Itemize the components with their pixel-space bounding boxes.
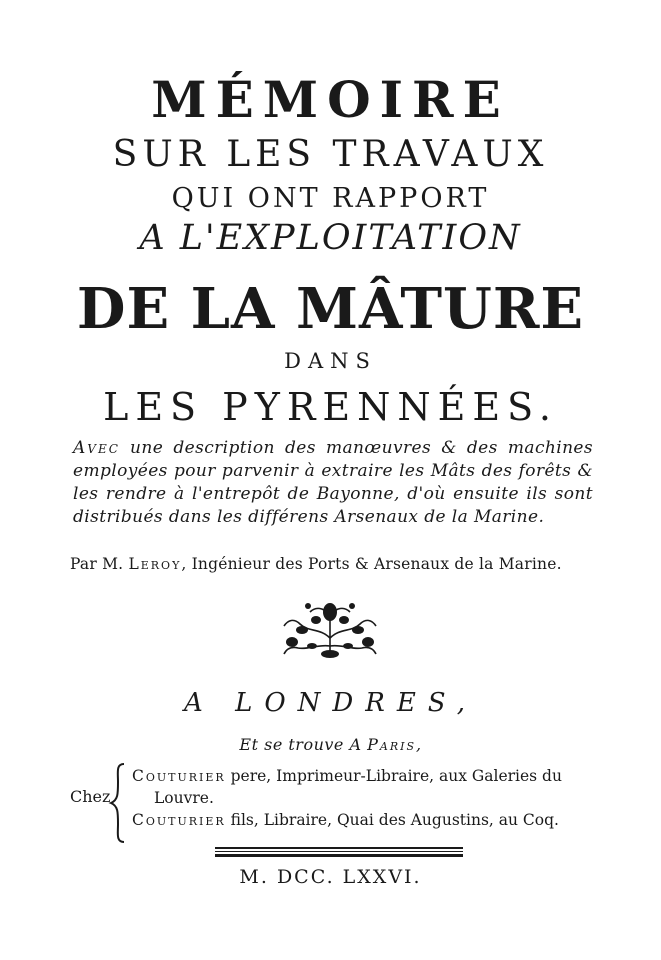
title-line-qui-ont-rapport: QUI ONT RAPPORT <box>171 183 490 214</box>
title-line-de-la-mature: DE LA MÂTURE <box>76 276 585 342</box>
publication-date: M. DCC. LXXVI. <box>239 866 422 888</box>
imprint-trouve-line <box>0 735 661 754</box>
description-text: une description des manœuvres & des machines employées pour parvenir à extraire les Mâts des forêts & les rendre à l'entrepôt de Bayonne, d'où ensuite ils sont distribués dans les différens Arsenaux de la Marine. <box>73 438 594 527</box>
description-lead: Avec <box>73 438 120 458</box>
trouve-suffix: , <box>416 735 422 754</box>
seller-pere-continuation: Louvre. <box>154 789 214 807</box>
seller-pere-text: pere, Imprimeur-Libraire, aux Galeries du <box>225 767 562 785</box>
title-line-memoire: MÉMOIRE <box>151 70 510 129</box>
seller-pere-name: Couturier <box>132 767 226 785</box>
ornamental-rule <box>215 846 463 858</box>
title-line-dans: DANS <box>284 349 377 373</box>
sellers-list <box>132 765 592 831</box>
author-prefix: Par M. <box>70 555 124 573</box>
description-paragraph <box>73 437 593 529</box>
chez-label: Chez <box>70 787 111 806</box>
seller-fils-text: fils, Libraire, Quai des Augustins, au Coq. <box>225 811 559 829</box>
author-title: , Ingénieur des Ports & Arsenaux de la Marine. <box>181 555 562 573</box>
seller-fils <box>132 809 592 831</box>
title-line-exploitation: A L'EXPLOITATION <box>139 218 522 258</box>
seller-pere <box>132 765 592 787</box>
floral-vignette-icon <box>280 598 380 660</box>
imprint-city: A LONDRES, <box>184 688 477 718</box>
trouve-city: Paris <box>367 735 416 754</box>
title-line-pyrennees: LES PYRENNÉES. <box>103 385 558 429</box>
curly-brace-icon <box>108 762 128 844</box>
trouve-prefix: Et se trouve A <box>239 735 362 754</box>
author-name: Leroy <box>128 555 182 573</box>
author-line <box>70 555 562 573</box>
seller-fils-name: Couturier <box>132 811 226 829</box>
title-line-sur-les-travaux: SUR LES TRAVAUX <box>112 134 549 175</box>
